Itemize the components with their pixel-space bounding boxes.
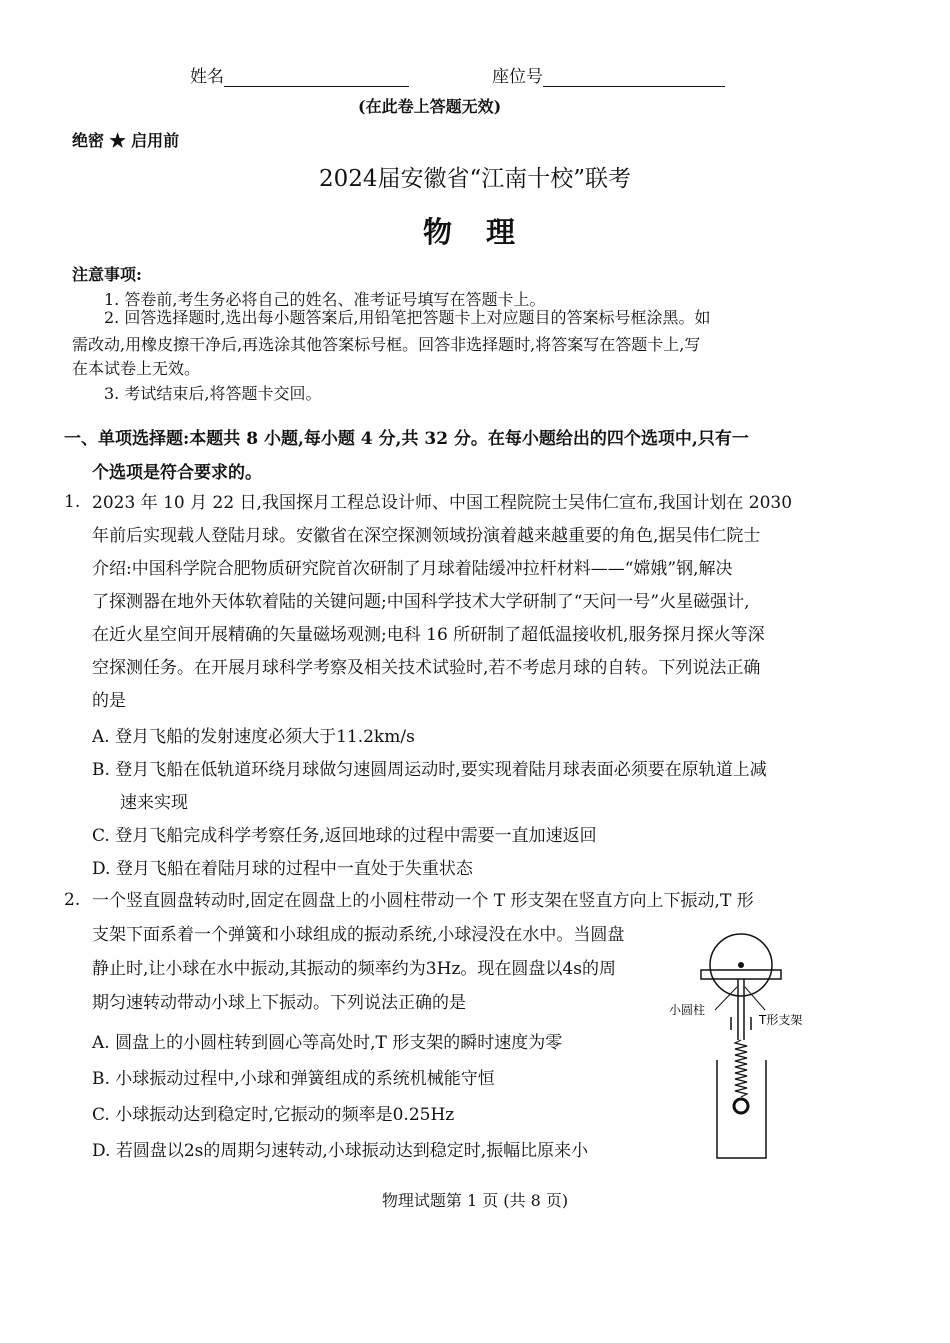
seat-field [492,62,725,87]
q1-option-b-line-2: 速来实现 [120,793,188,813]
invalid-note: (在此卷上答题无效) [358,97,502,116]
notice-item-3: 3. 考试结束后,将答题卡交回。 [104,384,322,403]
q1-line: 在近火星空间开展精确的矢量磁场观测;电科 16 所研制了超低温接收机,服务探月探火等深 [92,625,765,645]
q1-option-d: D. 登月飞船在着陆月球的过程中一直处于失重状态 [92,859,473,879]
q1-line: 介绍:中国科学院合肥物质研究院首次研制了月球着陆缓冲拉杆材料——“嫦娥”钢,解决 [92,559,733,579]
notice-heading: 注意事项: [72,265,142,284]
q1-line: 的是 [92,691,126,711]
seat-label: 座位号 [492,67,543,87]
ball [734,1099,748,1113]
q2-option-d: D. 若圆盘以2s的周期匀速转动,小球振动达到稳定时,振幅比原来小 [92,1141,589,1161]
name-blank-line [224,68,409,87]
secret-mark: 绝密 ★ 启用前 [72,131,180,150]
q2-line: 静止时,让小球在水中振动,其振动的频率约为3Hz。现在圆盘以4s的周 [92,959,616,979]
q2-number: 2. [64,890,81,910]
q1-line: 空探测任务。在开展月球科学考察及相关技术试验时,若不考虑月球的自转。下列说法正确 [92,658,761,678]
spring [735,1040,747,1097]
name-label: 姓名 [190,67,224,87]
q1-option-a: A. 登月飞船的发射速度必须大于11.2km/s [92,727,415,747]
q2-line: 期匀速转动带动小球上下振动。下列说法正确的是 [92,993,466,1013]
seat-blank-line [543,68,725,87]
q1-line: 2023 年 10 月 22 日,我国探月工程总设计师、中国工程院院士吴伟仁宣布,我国计划在 2030 [92,493,793,513]
leader-cylinder [715,987,737,1010]
q2-option-b: B. 小球振动过程中,小球和弹簧组成的系统机械能守恒 [92,1069,495,1089]
subject-title: 物 理 [422,215,528,249]
q2-option-c: C. 小球振动达到稳定时,它振动的频率是0.25Hz [92,1105,455,1125]
notice-item-2-line-3: 在本试卷上无效。 [72,359,201,378]
notice-item-2-line-1: 2. 回答选择题时,选出每小题答案后,用铅笔把答题卡上对应题目的答案标号框涂黑。如 [104,308,711,327]
section-1-heading-line-2: 个选项是符合要求的。 [92,463,262,483]
q2-line: 支架下面系着一个弹簧和小球组成的振动系统,小球浸没在水中。当圆盘 [92,925,625,945]
rotating-disk-diagram [665,932,825,1162]
notice-item-1: 1. 答卷前,考生务必将自己的姓名、准考证号填写在答题卡上。 [104,290,546,309]
q1-option-c: C. 登月飞船完成科学考察任务,返回地球的过程中需要一直加速返回 [92,826,597,846]
label-small-cylinder: 小圆柱 [669,1003,706,1017]
name-field [190,62,409,87]
section-1-heading-line-1: 一、单项选择题:本题共 8 小题,每小题 4 分,共 32 分。在每小题给出的四个选项中,只有一 [64,429,749,449]
q1-option-b-line-1: B. 登月飞船在低轨道环绕月球做匀速圆周运动时,要实现着陆月球表面必须要在原轨道上减 [92,760,767,780]
leader-bracket [745,987,765,1010]
q2-line: 一个竖直圆盘转动时,固定在圆盘上的小圆柱带动一个 T 形支架在竖直方向上下振动,T 形 [92,891,754,911]
page-footer: 物理试题第 1 页 (共 8 页) [381,1191,569,1210]
q1-line: 了探测器在地外天体软着陆的关键问题;中国科学技术大学研制了“天问一号”火星磁强计, [92,592,750,612]
exam-title: 2024届安徽省“江南十校”联考 [318,166,632,192]
q2-figure [665,932,825,1162]
q1-line: 年前后实现载人登陆月球。安徽省在深空探测领域扮演着越来越重要的角色,据吴伟仁院士 [92,526,761,546]
small-cylinder-pin [738,962,744,968]
q2-option-a: A. 圆盘上的小圆柱转到圆心等高处时,T 形支架的瞬时速度为零 [92,1033,563,1053]
notice-item-2-line-2: 需改动,用橡皮擦干净后,再选涂其他答案标号框。回答非选择题时,将答案写在答题卡上,写 [72,335,701,354]
q1-number: 1. [64,492,81,512]
label-t-bracket: T形支架 [759,1013,803,1027]
